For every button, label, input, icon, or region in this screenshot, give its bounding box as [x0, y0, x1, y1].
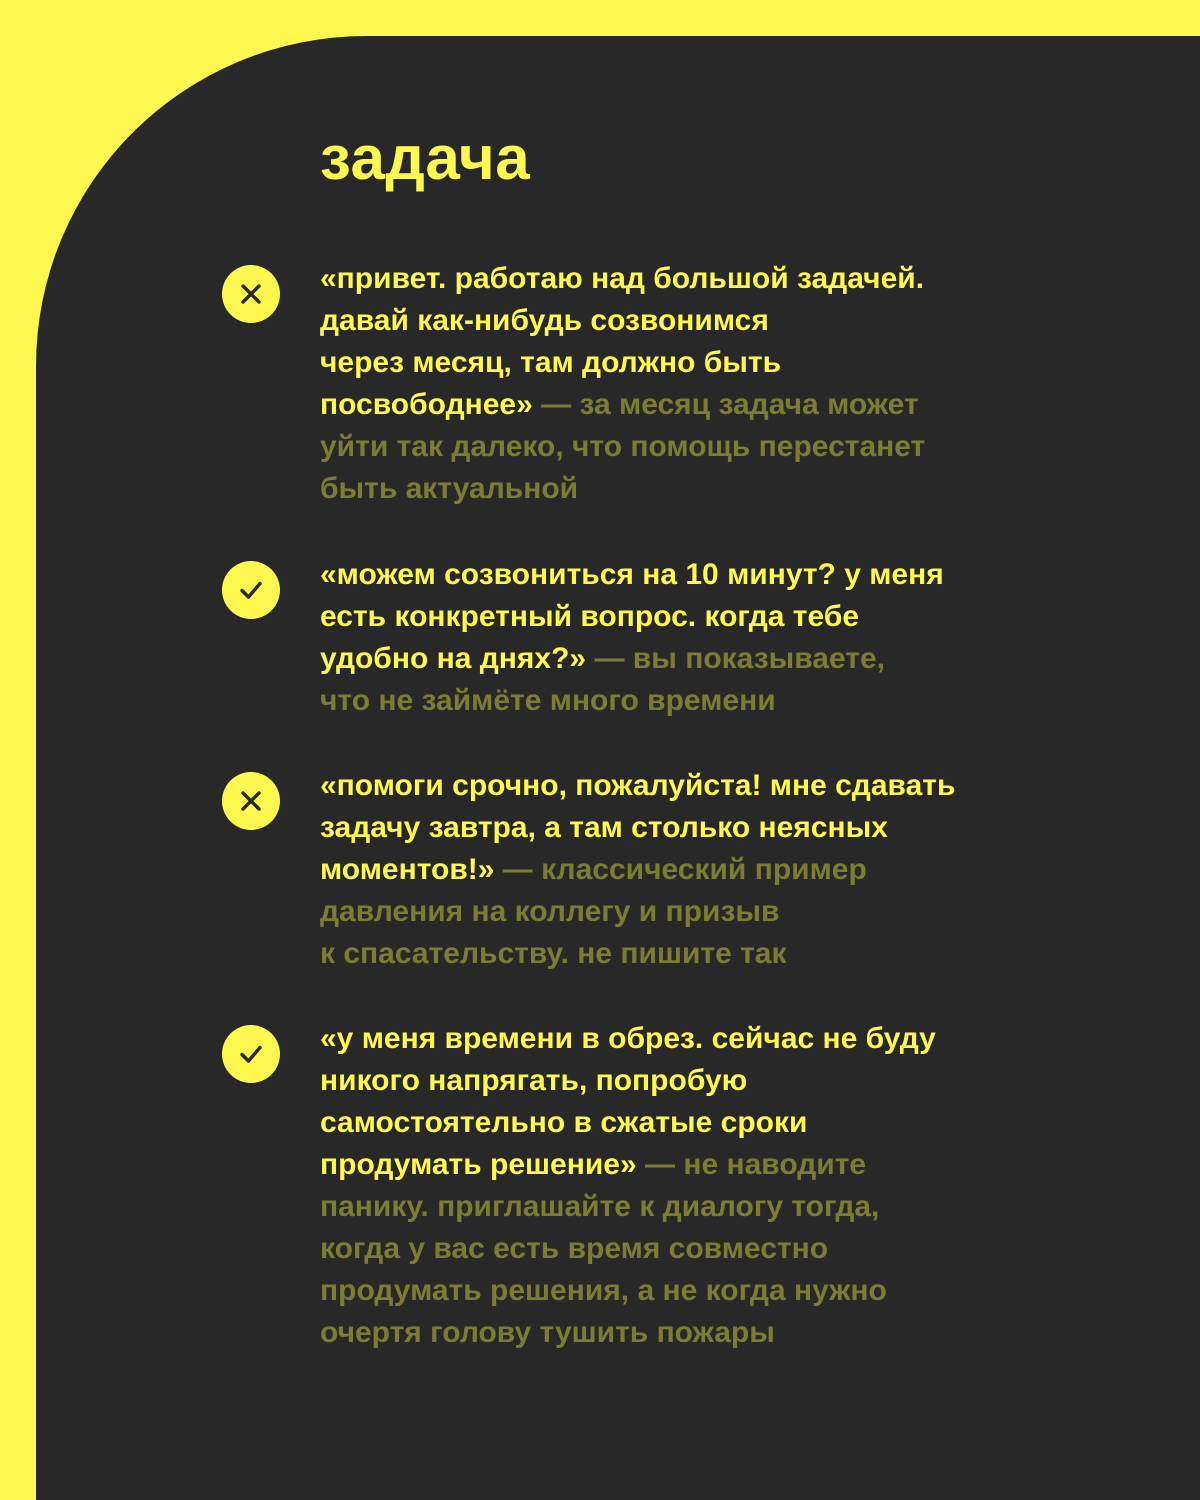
cross-icon — [222, 265, 280, 323]
example-quote: «у меня времени в обрез. сейчас не буду никого напрягать, попробую самостоятельно в сжатые сроки продумать решение» — [320, 1022, 936, 1181]
check-icon — [222, 1025, 280, 1083]
example-text — [320, 554, 1170, 722]
check-icon — [222, 561, 280, 619]
example-note: — за месяц задача может уйти так далеко, что помощь перестанет быть актуальной — [320, 388, 926, 505]
example-quote: «привет. работаю над большой задачей. давай как-нибудь созвонимся через месяц, там должно быть посвободнее» — [320, 262, 925, 421]
example-text — [320, 1018, 1170, 1354]
example-note: — вы показываете, что не займёте много времени — [320, 642, 885, 717]
example-note: — классический пример давления на коллегу и призыв к спасательству. не пишите так — [320, 853, 867, 970]
example-text — [320, 258, 1170, 510]
example-quote: «можем созвониться на 10 минут? у меня есть конкретный вопрос. когда тебе удобно на днях?» — [320, 558, 944, 675]
example-text — [320, 765, 1170, 975]
example-quote: «помоги срочно, пожалуйста! мне сдавать задачу завтра, а там столько неясных моментов!» — [320, 769, 956, 886]
content-card — [36, 36, 1200, 1500]
page-title: задача — [320, 124, 531, 193]
example-note: — не наводите панику. приглашайте к диалогу тогда, когда у вас есть время совместно продумать решения, а не когда нужно очертя голову тушить пожары — [320, 1148, 887, 1349]
cross-icon — [222, 772, 280, 830]
